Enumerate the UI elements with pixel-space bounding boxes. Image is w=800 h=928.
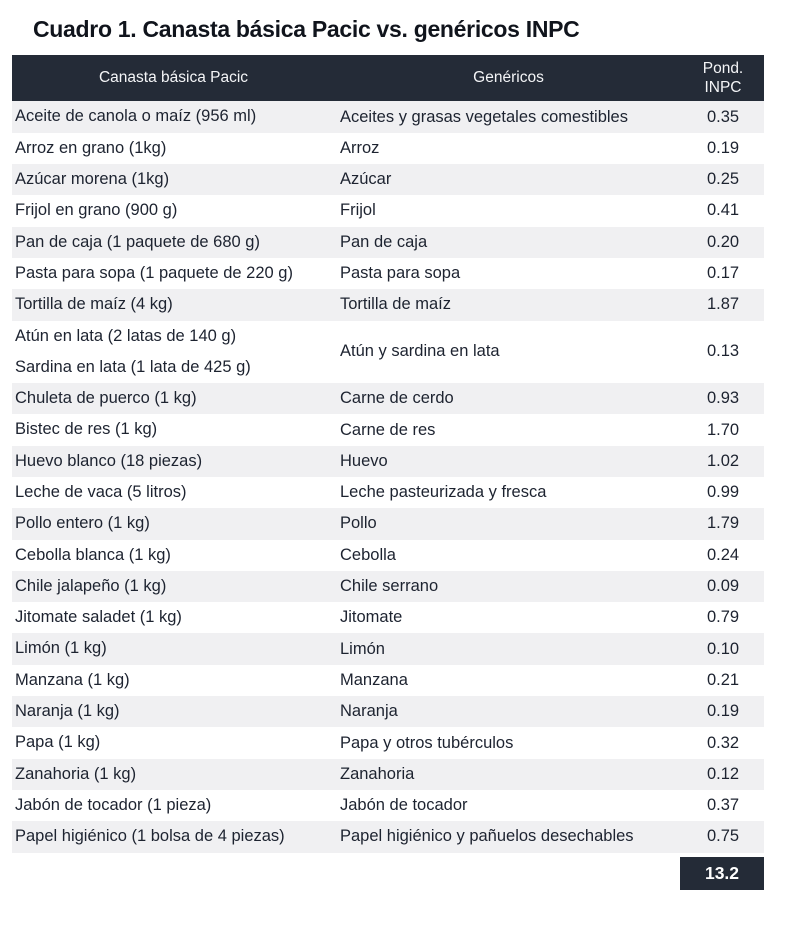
header-canasta-basica-pacic: Canasta básica Pacic [98,69,249,87]
pacic-cell [12,477,335,508]
pacic-item-label: Tortilla de maíz (4 kg) [15,295,173,314]
table-row [12,133,764,164]
pacic-item-label: Atún en lata (2 latas de 140 g) [15,326,237,345]
generico-cell: Manzana [340,670,408,689]
pacic-cell [12,383,335,414]
pond-cell: 0.75 [706,827,740,846]
generico-cell: Atún y sardina en lata [340,342,500,361]
table-row [12,571,764,602]
generico-cell: Arroz [340,138,380,157]
pond-cell: 0.13 [706,342,740,361]
table-row [12,195,764,226]
header-pond-inpc [682,59,764,98]
table-row [12,759,764,790]
pacic-cell [12,289,335,320]
generico-cell: Carne de res [340,420,436,439]
pacic-cell [12,133,335,164]
table-row [12,821,764,852]
pond-cell: 1.87 [706,295,740,314]
pacic-cell [12,633,335,664]
canasta-table [12,55,764,889]
generico-cell: Azúcar [340,170,392,189]
generico-cell: Papa y otros tubérculos [340,733,514,752]
pacic-cell [12,727,335,758]
pond-cell: 0.32 [706,733,740,752]
pacic-item-label: Manzana (1 kg) [15,670,130,689]
table-row [12,633,764,664]
pacic-cell [12,414,335,445]
pacic-item-label: Papel higiénico (1 bolsa de 4 piezas) [15,827,285,846]
generico-cell: Tortilla de maíz [340,295,451,314]
pond-cell: 0.12 [706,764,740,783]
pond-cell: 0.09 [706,577,740,596]
pacic-cell [12,508,335,539]
pond-cell: 0.37 [706,796,740,815]
table-row [12,164,764,195]
generico-cell: Frijol [340,201,376,220]
table-row [12,696,764,727]
pacic-item-label: Limón (1 kg) [15,639,107,658]
pond-cell: 0.20 [706,232,740,251]
generico-cell: Carne de cerdo [340,389,454,408]
pond-cell: 1.79 [706,514,740,533]
generico-cell: Zanahoria [340,764,415,783]
pacic-cell [12,164,335,195]
pond-cell: 0.10 [706,639,740,658]
pacic-cell [12,540,335,571]
table-row [12,477,764,508]
pacic-item-label: Huevo blanco (18 piezas) [15,451,203,470]
table-row [12,727,764,758]
table-row [12,321,764,384]
table-row [12,258,764,289]
pacic-cell [12,696,335,727]
pacic-item-label: Leche de vaca (5 litros) [15,483,187,501]
header-pond-line2: INPC [704,79,742,97]
generico-cell: Pollo [340,514,377,533]
table-row [12,101,764,132]
pacic-item-label: Jabón de tocador (1 pieza) [15,795,212,814]
pacic-item-label: Azúcar morena (1kg) [15,170,170,189]
pacic-item-label: Zanahoria (1 kg) [15,764,137,783]
pond-cell: 1.70 [706,420,740,439]
table-row [12,540,764,571]
pacic-item-label: Chuleta de puerco (1 kg) [15,389,197,408]
pacic-cell [12,227,335,258]
table-title: Cuadro 1. Canasta básica Pacic vs. genéricos INPC [33,16,580,42]
pacic-cell [12,821,335,852]
table-row [12,790,764,821]
pond-cell: 0.21 [706,670,740,689]
pacic-cell [12,321,335,384]
generico-cell: Leche pasteurizada y fresca [340,483,547,502]
pacic-item-label: Pollo entero (1 kg) [15,514,150,533]
total-pond-badge: 13.2 [680,857,764,890]
table-row [12,289,764,320]
pacic-cell [12,101,335,132]
pacic-item-label: Chile jalapeño (1 kg) [15,576,167,595]
pond-cell: 0.41 [706,201,740,220]
pond-cell: 0.93 [706,389,740,408]
pacic-cell [12,195,335,226]
pond-cell: 0.99 [706,483,740,502]
pacic-item-label: Jitomate saladet (1 kg) [15,608,182,627]
pond-cell: 1.02 [706,451,740,470]
pond-cell: 0.24 [706,545,740,564]
pacic-item-label: Frijol en grano (900 g) [15,201,178,220]
pacic-item-label: Cebolla blanca (1 kg) [15,545,171,564]
table-row [12,665,764,696]
pond-cell: 0.19 [706,702,740,721]
table-row [12,446,764,477]
pacic-cell [12,446,335,477]
pond-cell: 0.19 [706,138,740,157]
generico-cell: Papel higiénico y pañuelos desechables [340,827,634,846]
page [0,16,800,890]
header-pond-line1: Pond. [702,60,744,78]
pacic-item-label: Pasta para sopa (1 paquete de 220 g) [15,263,293,282]
generico-cell: Pan de caja [340,232,428,251]
table-row [12,414,764,445]
table-footer [12,857,764,890]
pond-cell: 0.35 [706,107,740,126]
pacic-cell [12,665,335,696]
pond-cell: 0.17 [706,264,740,283]
table-row [12,383,764,414]
table-row [12,602,764,633]
pacic-cell [12,790,335,821]
pond-cell: 0.79 [706,608,740,627]
pacic-cell [12,759,335,790]
table-row [12,508,764,539]
generico-cell: Cebolla [340,545,396,564]
pacic-cell [12,258,335,289]
table-header-row [12,55,764,101]
header-genericos: Genéricos [473,69,544,87]
pacic-item-label: Papa (1 kg) [15,733,101,752]
generico-cell: Pasta para sopa [340,264,461,283]
generico-cell: Jitomate [340,608,403,627]
table-row [12,227,764,258]
table-body [12,101,764,852]
pacic-item-label: Naranja (1 kg) [15,702,120,721]
generico-cell: Huevo [340,451,388,470]
generico-cell: Aceites y grasas vegetales comestibles [340,107,628,126]
pacic-item-label: Arroz en grano (1kg) [15,138,167,157]
generico-cell: Limón [340,639,385,658]
pacic-cell [12,602,335,633]
generico-cell: Chile serrano [340,577,439,596]
pond-cell: 0.25 [706,170,740,189]
pacic-item-label: Pan de caja (1 paquete de 680 g) [15,232,260,251]
generico-cell: Naranja [340,702,398,721]
pacic-item-label: Bistec de res (1 kg) [15,420,158,439]
generico-cell: Jabón de tocador [340,796,468,815]
pacic-item-label: Sardina en lata (1 lata de 425 g) [15,357,251,376]
pacic-cell [12,571,335,602]
pacic-item-label: Aceite de canola o maíz (956 ml) [15,107,257,126]
